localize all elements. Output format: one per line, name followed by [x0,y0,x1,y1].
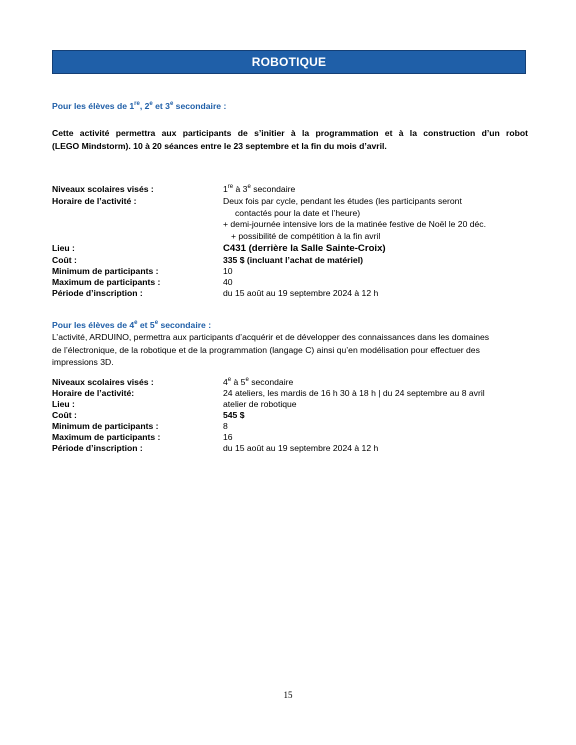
section1-intro: Cette activité permettra aux participants de s’initier à la programmation et à la construction d’un robot (LEGO Mindstorm). 10 à 20 séances entre le 23 septembre et la fin du mois d’avril. [52,128,528,151]
section2-description: L’activité, ARDUINO, permettra aux participants d’acquérir et de développer des connaissances dans les domaines de l’électronique, de la robotique et de la programmation (langage C) ainsi qu’en modélisation pour effectuer des impressions 3D. [52,332,490,368]
section2-heading: Pour les élèves de 4e et 5e secondaire : [52,320,212,330]
section-banner [52,50,526,74]
section1-heading: Pour les élèves de 1re, 2e et 3e secondaire : [52,101,227,111]
banner-title: ROBOTIQUE [251,55,327,69]
page-number: 15 [283,690,293,700]
